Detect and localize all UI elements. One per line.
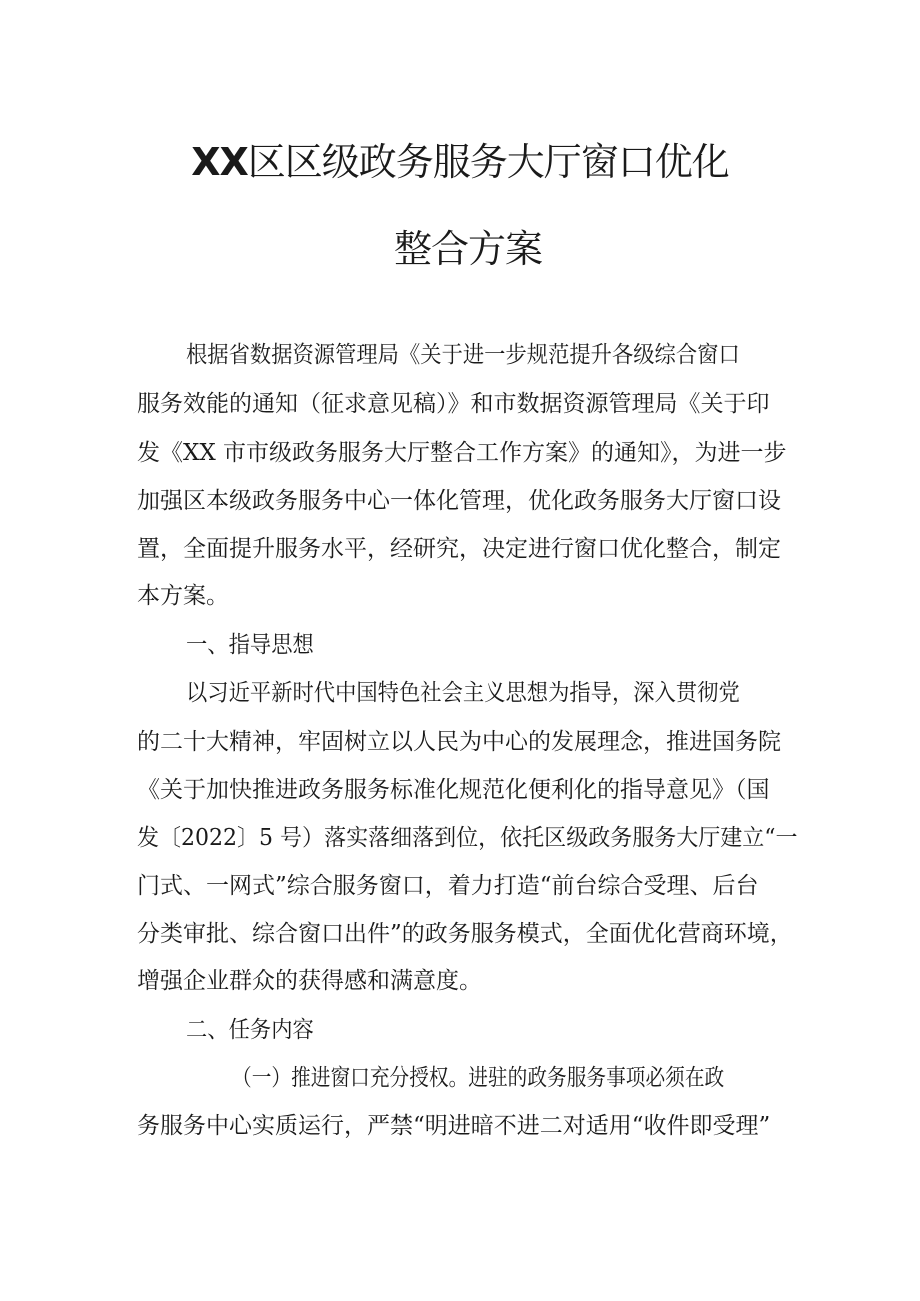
paragraph-2-line-2: 的二十大精神，牢固树立以人民为中心的发展理念，推进国务院 — [137, 729, 781, 755]
paragraph-3-line-2: 务服务中心实质运行，严禁“明进暗不进二对适用“收件即受理” — [137, 1113, 771, 1139]
title-rest: 区区级政务服务大厅窗口优化 — [247, 140, 729, 184]
paragraph-1-line-1: 根据省数据资源管理局《关于进一步规范提升各级综合窗口 — [186, 342, 740, 368]
paragraph-2-line-4: 发〔2022〕5 号）落实落细落到位，依托区级政务服务大厅建立“一 — [137, 825, 798, 851]
paragraph-3-line-1: （一）推进窗口充分授权。进驻的政务服务事项必须在政 — [232, 1065, 725, 1091]
paragraph-1-line-4: 加强区本级政务服务中心一体化管理，优化政务服务大厅窗口设 — [137, 488, 781, 514]
paragraph-1-line-3: 发《XX 市市级政务服务大厅整合工作方案》的通知》，为进一步 — [137, 440, 787, 466]
paragraph-2-line-7: 增强企业群众的获得感和满意度。 — [137, 968, 482, 994]
paragraph-2-line-1: 以习近平新时代中国特色社会主义思想为指导，深入贯彻党 — [186, 680, 740, 706]
paragraph-2-line-6: 分类审批、综合窗口出件”的政务服务模式，全面优化营商环境， — [137, 921, 793, 947]
document-title-line-1 — [0, 140, 920, 184]
paragraph-2-line-3: 《关于加快推进政务服务标准化规范化便利化的指导意见》（国 — [137, 777, 770, 803]
paragraph-1-line-2: 服务效能的通知（征求意见稿）》和市数据资源管理局《关于印 — [137, 391, 770, 417]
section-heading-1: 一、指导思想 — [186, 632, 314, 658]
paragraph-1-line-6: 本方案。 — [137, 583, 229, 609]
document-title-line-2: 整合方案 — [393, 227, 542, 271]
paragraph-1-line-5: 置，全面提升服务水平，经研究，决定进行窗口优化整合，制定 — [137, 536, 781, 562]
paragraph-2-line-5: 门式、一网式”综合服务窗口，着力打造“前台综合受理、后台 — [137, 873, 759, 899]
title-prefix: XX — [191, 140, 248, 184]
section-heading-2: 二、任务内容 — [186, 1017, 314, 1043]
